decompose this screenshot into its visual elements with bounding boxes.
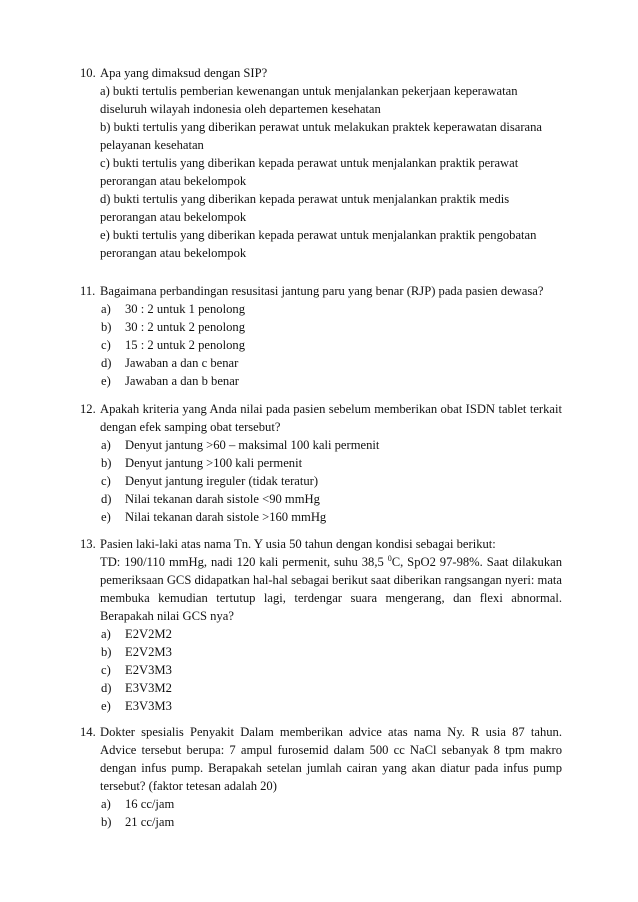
- option-letter: c): [101, 474, 111, 488]
- list-item: [100, 625, 562, 643]
- list-item: [100, 508, 562, 526]
- option-text: E2V2M2: [125, 627, 172, 641]
- question-number: 11.: [80, 284, 96, 298]
- question-text: Bagaimana perbandingan resusitasi jantung paru yang benar (RJP) pada pasien dewasa?: [100, 284, 544, 298]
- list-item: [100, 490, 562, 508]
- question-text: Dokter spesialis Penyakit Dalam memberikan advice atas nama Ny. R usia 87 tahun. Advice tersebut berupa: 7 ampul furosemid dalam 500 cc NaCl sebanyak 8 tpm makro dengan infus pump. Berapakah setelan jumlah cairan yang akan diatur pada infus pump tersebut? (faktor tetesan adalah 20): [100, 725, 562, 793]
- question-vitals-text: [100, 553, 562, 625]
- question-13: [80, 535, 562, 715]
- option-paragraph: d) bukti tertulis yang diberikan kepada perawat untuk menjalankan praktik medis perorangan atau bekelompok: [100, 192, 510, 224]
- vitals-text-start: TD: 190/110 mmHg, nadi 120 kali permenit, suhu 38,5: [100, 555, 388, 569]
- option-letter: b): [101, 645, 112, 659]
- question-text: Apa yang dimaksud dengan SIP?: [100, 66, 268, 80]
- option-letter: d): [101, 492, 112, 506]
- list-item: [100, 372, 562, 390]
- option-letter: a): [101, 627, 111, 641]
- question-number: 10.: [80, 66, 96, 80]
- option-letter: e): [101, 699, 111, 713]
- question-text: Pasien laki-laki atas nama Tn. Y usia 50 tahun dengan kondisi sebagai berikut:: [100, 537, 496, 551]
- option-paragraph: c) bukti tertulis yang diberikan kepada perawat untuk menjalankan praktik perawat perorangan atau bekelompok: [100, 156, 519, 188]
- option-text: 30 : 2 untuk 1 penolong: [125, 302, 245, 316]
- option-letter: e): [101, 374, 111, 388]
- option-paragraph: a) bukti tertulis pemberian kewenangan untuk menjalankan pekerjaan keperawatan diseluruh wilayah indonesia oleh departemen kesehatan: [100, 84, 518, 116]
- option-text: Denyut jantung ireguler (tidak teratur): [125, 474, 319, 488]
- question-number: 13.: [80, 537, 96, 551]
- question-11: [80, 282, 562, 390]
- option-text: E3V3M3: [125, 699, 172, 713]
- option-text: Nilai tekanan darah sistole >160 mmHg: [125, 510, 327, 524]
- option-text: 30 : 2 untuk 2 penolong: [125, 320, 245, 334]
- option-list: [100, 625, 562, 715]
- list-item: [100, 643, 562, 661]
- option-text: 16 cc/jam: [125, 797, 175, 811]
- option-text: Jawaban a dan c benar: [125, 356, 239, 370]
- question-14: [80, 723, 562, 831]
- option-letter: b): [101, 456, 112, 470]
- option-letter: a): [101, 438, 111, 452]
- option-paragraph: e) bukti tertulis yang diberikan kepada perawat untuk menjalankan praktik pengobatan perorangan atau bekelompok: [100, 228, 537, 260]
- list-item: [100, 454, 562, 472]
- list-item: [100, 354, 562, 372]
- option-letter: d): [101, 681, 112, 695]
- option-letter: c): [101, 663, 111, 677]
- question-number: 12.: [80, 402, 96, 416]
- option-letter: c): [101, 338, 111, 352]
- option-letter: d): [101, 356, 112, 370]
- list-item: [100, 472, 562, 490]
- degree-superscript: 0: [387, 553, 392, 563]
- list-item: [100, 300, 562, 318]
- list-item: [100, 661, 562, 679]
- option-text: Jawaban a dan b benar: [125, 374, 239, 388]
- option-letter: a): [101, 302, 111, 316]
- list-item: [100, 795, 562, 813]
- option-paragraph: b) bukti tertulis yang diberikan perawat untuk melakukan praktek keperawatan disarana pelayanan kesehatan: [100, 120, 543, 152]
- option-text: 15 : 2 untuk 2 penolong: [125, 338, 245, 352]
- option-letter: a): [101, 797, 111, 811]
- question-number: 14.: [80, 725, 96, 739]
- list-item: [100, 697, 562, 715]
- vitals-text-rest: C, SpO2 97-98%. Saat dilakukan pemeriksaan GCS didapatkan hal-hal sebagai berikut saat diberikan rangsangan nyeri: mata membuka kemudian tertutup lagi, terdengar suara mengerang, dan flexi abnormal. Berapakah nilai GCS nya?: [100, 555, 563, 623]
- option-text: Nilai tekanan darah sistole <90 mmHg: [125, 492, 320, 506]
- option-text: E2V2M3: [125, 645, 172, 659]
- list-item: [100, 336, 562, 354]
- list-item: [100, 813, 562, 831]
- option-text: 21 cc/jam: [125, 815, 175, 829]
- option-text: E3V3M2: [125, 681, 172, 695]
- list-item: [100, 436, 562, 454]
- option-text: Denyut jantung >60 – maksimal 100 kali permenit: [125, 438, 380, 452]
- question-10: [80, 64, 562, 262]
- option-text: E2V3M3: [125, 663, 172, 677]
- option-list: [100, 795, 562, 831]
- list-item: [100, 318, 562, 336]
- option-text: Denyut jantung >100 kali permenit: [125, 456, 303, 470]
- option-list: [100, 436, 562, 526]
- question-12: [80, 400, 562, 526]
- option-letter: e): [101, 510, 111, 524]
- option-letter: b): [101, 320, 112, 334]
- option-letter: b): [101, 815, 112, 829]
- question-text: Apakah kriteria yang Anda nilai pada pasien sebelum memberikan obat ISDN tablet terkait dengan efek samping obat tersebut?: [100, 402, 562, 434]
- list-item: [100, 679, 562, 697]
- option-list: [100, 300, 562, 390]
